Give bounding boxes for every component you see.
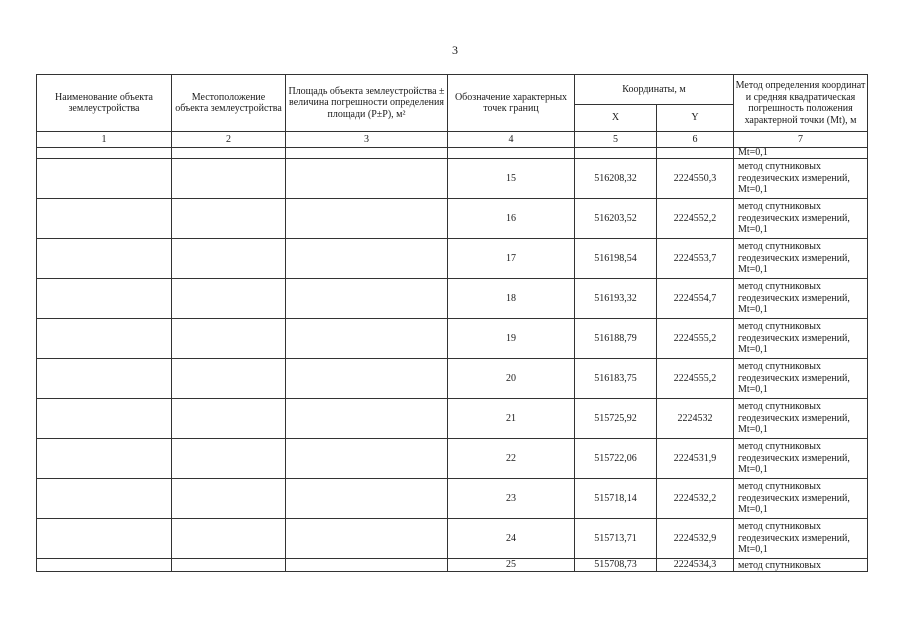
header-method-line-2: и средняя квадратическая <box>745 91 856 103</box>
point-cell: 25 <box>448 559 575 572</box>
table-row <box>37 439 868 479</box>
area-cell <box>286 479 448 519</box>
x-cell: 516203,52 <box>575 199 657 239</box>
y-cell: 2224532 <box>657 399 734 439</box>
table-row <box>37 279 868 319</box>
header-object-name: Наименование объекта землеустройства <box>37 75 172 132</box>
y-cell: 2224532,9 <box>657 519 734 559</box>
area-cell <box>286 159 448 199</box>
partial-cell-3 <box>286 148 448 159</box>
object-name-cell <box>37 479 172 519</box>
x-cell: 516188,79 <box>575 319 657 359</box>
partial-method: Mt=0,1 <box>734 148 868 159</box>
object-name-cell <box>37 159 172 199</box>
page-number: 3 <box>452 43 458 57</box>
header-y: Y <box>657 105 734 132</box>
method-cell: метод спутниковых геодезических измерений, Mt=0,1 <box>734 239 868 279</box>
x-cell: 515713,71 <box>575 519 657 559</box>
x-cell: 516198,54 <box>575 239 657 279</box>
x-cell: 516208,32 <box>575 159 657 199</box>
column-number-6: 6 <box>657 132 734 148</box>
method-cell: метод спутниковых геодезических измерений, Mt=0,1 <box>734 359 868 399</box>
column-number-2: 2 <box>172 132 286 148</box>
area-cell <box>286 199 448 239</box>
method-cell: метод спутниковых геодезических измерений, Mt=0,1 <box>734 399 868 439</box>
location-cell <box>172 439 286 479</box>
table-row <box>37 399 868 439</box>
object-name-cell <box>37 319 172 359</box>
method-cell: метод спутниковых геодезических измерений, Mt=0,1 <box>734 199 868 239</box>
column-number-4: 4 <box>448 132 575 148</box>
location-cell <box>172 359 286 399</box>
area-cell <box>286 279 448 319</box>
y-cell: 2224534,3 <box>657 559 734 572</box>
partial-cell-4 <box>448 148 575 159</box>
table-row <box>37 519 868 559</box>
y-cell: 2224552,2 <box>657 199 734 239</box>
table-row <box>37 199 868 239</box>
header-location: Местоположение объекта землеустройства <box>172 75 286 132</box>
area-cell <box>286 399 448 439</box>
object-name-cell <box>37 439 172 479</box>
column-number-5: 5 <box>575 132 657 148</box>
table-row <box>37 159 868 199</box>
point-cell: 17 <box>448 239 575 279</box>
point-cell: 16 <box>448 199 575 239</box>
method-cell: метод спутниковых геодезических измерений, Mt=0,1 <box>734 159 868 199</box>
object-name-cell <box>37 359 172 399</box>
point-cell: 18 <box>448 279 575 319</box>
method-cell: метод спутниковых геодезических измерений, Mt=0,1 <box>734 439 868 479</box>
point-cell: 15 <box>448 159 575 199</box>
column-number-3: 3 <box>286 132 448 148</box>
partial-cell-6 <box>657 148 734 159</box>
method-cell: метод спутниковых геодезических измерений, Mt=0,1 <box>734 319 868 359</box>
method-cell: метод спутниковых геодезических измерений, Mt=0,1 <box>734 519 868 559</box>
point-cell: 21 <box>448 399 575 439</box>
location-cell <box>172 319 286 359</box>
method-cell: метод спутниковых геодезических измерений, Mt=0,1 <box>734 279 868 319</box>
partial-cell-1 <box>37 148 172 159</box>
y-cell: 2224550,3 <box>657 159 734 199</box>
y-cell: 2224532,2 <box>657 479 734 519</box>
header-row-top <box>37 75 868 105</box>
x-cell: 515725,92 <box>575 399 657 439</box>
partial-row <box>37 148 868 159</box>
area-cell <box>286 519 448 559</box>
object-name-cell <box>37 519 172 559</box>
object-name-cell <box>37 199 172 239</box>
area-cell <box>286 239 448 279</box>
column-number-7: 7 <box>734 132 868 148</box>
table-row-last <box>37 559 868 572</box>
object-name-cell <box>37 239 172 279</box>
y-cell: 2224555,2 <box>657 359 734 399</box>
area-cell <box>286 559 448 572</box>
method-cell: метод спутниковых геодезических измерений, Mt=0,1 <box>734 479 868 519</box>
column-number-row <box>37 132 868 148</box>
method-cell: метод спутниковых <box>734 559 868 572</box>
object-name-cell <box>37 559 172 572</box>
point-cell: 22 <box>448 439 575 479</box>
location-cell <box>172 519 286 559</box>
point-cell: 19 <box>448 319 575 359</box>
object-name-cell <box>37 279 172 319</box>
header-method <box>734 75 868 132</box>
table-row <box>37 319 868 359</box>
location-cell <box>172 159 286 199</box>
location-cell <box>172 479 286 519</box>
header-area: Площадь объекта землеустройства ± величина погрешности определения площади (P±P), м² <box>286 75 448 132</box>
partial-cell-5 <box>575 148 657 159</box>
table-row <box>37 479 868 519</box>
partial-cell-2 <box>172 148 286 159</box>
boundary-points-table <box>36 74 868 572</box>
point-cell: 20 <box>448 359 575 399</box>
area-cell <box>286 439 448 479</box>
header-method-line-1: Метод определения координат <box>735 80 866 91</box>
object-name-cell <box>37 399 172 439</box>
x-cell: 516183,75 <box>575 359 657 399</box>
y-cell: 2224555,2 <box>657 319 734 359</box>
location-cell <box>172 239 286 279</box>
location-cell <box>172 559 286 572</box>
column-number-1: 1 <box>37 132 172 148</box>
x-cell: 515722,06 <box>575 439 657 479</box>
header-method-line-4: характерной точки (Mt), м <box>744 114 857 126</box>
area-cell <box>286 359 448 399</box>
x-cell: 515718,14 <box>575 479 657 519</box>
header-point-designation: Обозначение характерных точек границ <box>448 75 575 132</box>
point-cell: 24 <box>448 519 575 559</box>
header-coordinates: Координаты, м <box>575 75 734 105</box>
location-cell <box>172 199 286 239</box>
location-cell <box>172 399 286 439</box>
area-cell <box>286 319 448 359</box>
location-cell <box>172 279 286 319</box>
table-row <box>37 359 868 399</box>
header-method-line-3: погрешность положения <box>748 103 853 114</box>
header-x: X <box>575 105 657 132</box>
y-cell: 2224553,7 <box>657 239 734 279</box>
point-cell: 23 <box>448 479 575 519</box>
x-cell: 516193,32 <box>575 279 657 319</box>
x-cell: 515708,73 <box>575 559 657 572</box>
y-cell: 2224554,7 <box>657 279 734 319</box>
y-cell: 2224531,9 <box>657 439 734 479</box>
table-row <box>37 239 868 279</box>
